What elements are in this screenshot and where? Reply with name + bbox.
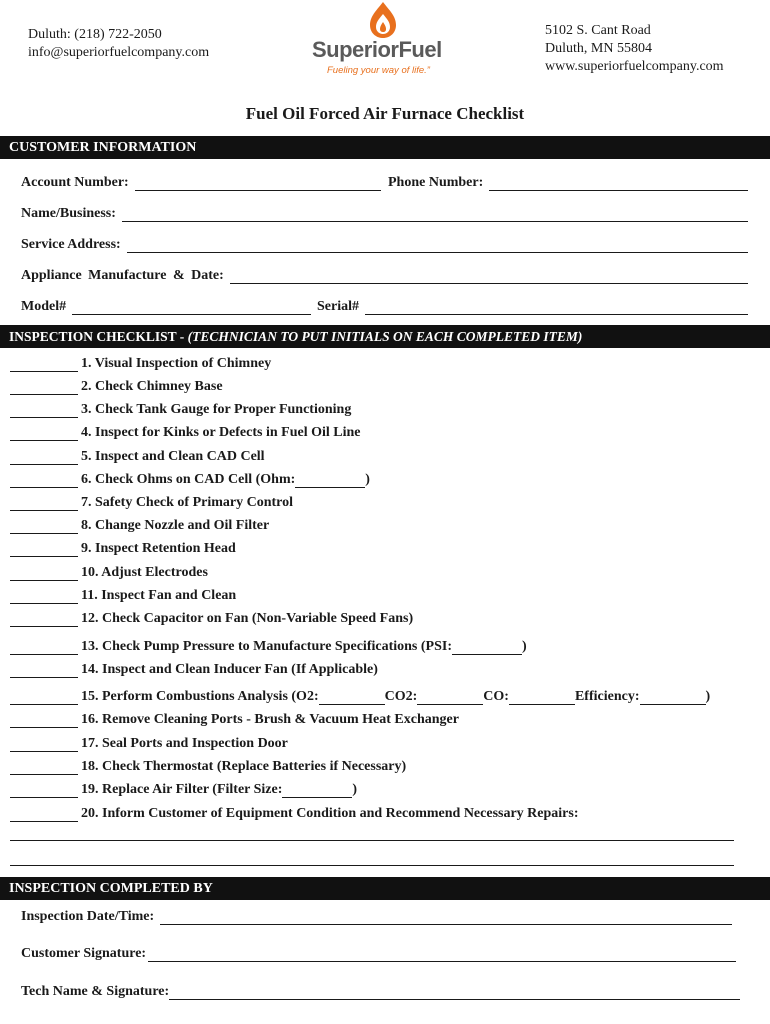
checklist-item-13	[10, 639, 527, 655]
checklist-item-7	[10, 495, 293, 511]
initials-line[interactable]	[10, 519, 78, 534]
initials-line[interactable]	[10, 690, 78, 705]
customer-signature-field[interactable]	[21, 946, 736, 962]
checklist-item-10	[10, 565, 208, 581]
address-info	[545, 22, 724, 76]
checklist-item-11	[10, 588, 236, 604]
checklist-item-1	[10, 356, 271, 372]
tech-signature-label: Tech Name & Signature:	[21, 984, 170, 999]
efficiency-label: Efficiency:	[574, 689, 640, 704]
checklist-item-20	[10, 806, 579, 822]
ohm-value-line[interactable]	[295, 473, 365, 488]
checklist-item-text: 16. Remove Cleaning Ports - Brush & Vacuum Heat Exchanger	[81, 712, 459, 727]
inspection-completed-heading	[0, 877, 770, 900]
checklist-item-text: 9. Inspect Retention Head	[81, 541, 236, 556]
checklist-item-text: 7. Safety Check of Primary Control	[81, 495, 294, 510]
close-paren: )	[352, 782, 358, 797]
initials-line[interactable]	[10, 450, 78, 465]
filter-size-line[interactable]	[282, 783, 352, 798]
inspection-completed-heading-text: INSPECTION COMPLETED BY	[9, 881, 213, 896]
inspection-date-field[interactable]	[21, 909, 732, 925]
co-label: CO:	[483, 689, 509, 704]
checklist-item-text: 3. Check Tank Gauge for Proper Functioning	[81, 402, 352, 417]
checklist-item-3	[10, 402, 351, 418]
account-number-label: Account Number:	[21, 175, 129, 190]
serial-field[interactable]	[317, 299, 748, 315]
close-paren: )	[705, 689, 711, 704]
account-number-field[interactable]	[21, 175, 381, 191]
model-label: Model#	[21, 299, 67, 314]
checklist-item-text: 18. Check Thermostat (Replace Batteries if Necessary)	[81, 759, 407, 774]
checklist-item-text: 15. Perform Combustions Analysis (O2:	[81, 689, 319, 704]
checklist-item-16	[10, 712, 459, 728]
checklist-item-text: 11. Inspect Fan and Clean	[81, 588, 237, 603]
checklist-item-19	[10, 782, 357, 798]
checklist-item-text: 13. Check Pump Pressure to Manufacture Specifications (PSI:	[81, 639, 452, 654]
inspection-checklist-heading	[0, 325, 770, 348]
checklist-item-text: 6. Check Ohms on CAD Cell (Ohm:	[81, 472, 296, 487]
initials-line[interactable]	[10, 380, 78, 395]
tech-signature-field[interactable]	[21, 984, 740, 1000]
serial-line[interactable]	[365, 300, 748, 315]
initials-line[interactable]	[10, 403, 78, 418]
checklist-item-text: 12. Check Capacitor on Fan (Non-Variable Speed Fans)	[81, 611, 414, 626]
inspection-heading-text: INSPECTION CHECKLIST -	[9, 329, 188, 344]
initials-line[interactable]	[10, 713, 78, 728]
checklist-item-2	[10, 379, 223, 395]
initials-line[interactable]	[10, 426, 78, 441]
customer-signature-label: Customer Signature:	[21, 946, 147, 961]
contact-info	[28, 26, 209, 62]
checklist-item-text: 4. Inspect for Kinks or Defects in Fuel Oil Line	[81, 425, 361, 440]
psi-value-line[interactable]	[452, 640, 522, 655]
appliance-field[interactable]	[21, 268, 748, 284]
co-value-line[interactable]	[509, 690, 575, 705]
initials-line[interactable]	[10, 783, 78, 798]
checklist-item-text: 10. Adjust Electrodes	[81, 565, 208, 580]
customer-info-heading-text: CUSTOMER INFORMATION	[9, 140, 197, 155]
checklist-item-9	[10, 541, 236, 557]
checklist-item-text: 14. Inspect and Clean Inducer Fan (If Applicable)	[81, 662, 378, 677]
initials-line[interactable]	[10, 542, 78, 557]
email-text: info@superiorfuelcompany.com	[28, 45, 210, 60]
initials-line[interactable]	[10, 663, 78, 678]
service-address-line[interactable]	[127, 238, 748, 253]
account-number-line[interactable]	[135, 176, 381, 191]
customer-signature-line[interactable]	[148, 947, 736, 962]
logo-tagline: Fueling your way of life.”	[327, 65, 430, 76]
checklist-item-15	[10, 689, 710, 705]
checklist-item-12	[10, 611, 413, 627]
repairs-notes-line-1[interactable]	[10, 840, 734, 841]
efficiency-value-line[interactable]	[640, 690, 706, 705]
serial-label: Serial#	[317, 299, 359, 314]
inspection-date-line[interactable]	[160, 910, 732, 925]
initials-line[interactable]	[10, 496, 78, 511]
initials-line[interactable]	[10, 566, 78, 581]
inspection-date-label: Inspection Date/Time:	[21, 909, 155, 924]
checklist-item-text: 17. Seal Ports and Inspection Door	[81, 736, 288, 751]
o2-value-line[interactable]	[319, 690, 385, 705]
website-text: www.superiorfuelcompany.com	[545, 59, 724, 74]
checklist-item-text: 8. Change Nozzle and Oil Filter	[81, 518, 270, 533]
name-business-field[interactable]	[21, 206, 748, 222]
checklist-item-14	[10, 662, 378, 678]
logo-wordmark: SuperiorFuel	[312, 37, 442, 62]
page-title: Fuel Oil Forced Air Furnace Checklist	[245, 104, 525, 123]
address-line-2: Duluth, MN 55804	[545, 41, 652, 56]
initials-line[interactable]	[10, 589, 78, 604]
customer-info-heading	[0, 136, 770, 159]
model-field[interactable]	[21, 299, 311, 315]
phone-text: Duluth: (218) 722-2050	[28, 27, 162, 42]
checklist-item-text: 5. Inspect and Clean CAD Cell	[81, 449, 265, 464]
flame-icon	[363, 0, 403, 40]
inspection-heading-subtext: (TECHNICIAN TO PUT INITIALS ON EACH COMPLETED ITEM)	[187, 329, 583, 344]
checklist-item-text: 1. Visual Inspection of Chimney	[81, 356, 272, 371]
initials-line[interactable]	[10, 807, 78, 822]
name-business-label: Name/Business:	[21, 206, 116, 221]
appliance-line[interactable]	[230, 269, 748, 284]
repairs-notes-line-2[interactable]	[10, 865, 734, 866]
superior-fuel-logo	[305, 0, 465, 82]
appliance-label: Appliance Manufacture & Date:	[21, 268, 224, 283]
service-address-label: Service Address:	[21, 237, 121, 252]
initials-line[interactable]	[10, 473, 78, 488]
co2-label: CO2:	[384, 689, 418, 704]
tech-signature-line[interactable]	[169, 985, 740, 1000]
service-address-field[interactable]	[21, 237, 748, 253]
checklist-item-text: 2. Check Chimney Base	[81, 379, 223, 394]
checklist-item-5	[10, 449, 265, 465]
model-line[interactable]	[72, 300, 311, 315]
close-paren: )	[365, 472, 370, 487]
initials-line[interactable]	[10, 737, 78, 752]
checklist-item-17	[10, 736, 288, 752]
phone-number-field[interactable]	[388, 175, 748, 191]
checklist-item-text: 20. Inform Customer of Equipment Condition and Recommend Necessary Repairs:	[81, 806, 579, 821]
address-line-1: 5102 S. Cant Road	[545, 23, 651, 38]
checklist-item-text: 19. Replace Air Filter (Filter Size:	[81, 782, 283, 797]
co2-value-line[interactable]	[417, 690, 483, 705]
name-business-line[interactable]	[122, 207, 748, 222]
initials-line[interactable]	[10, 640, 78, 655]
initials-line[interactable]	[10, 612, 78, 627]
phone-number-label: Phone Number:	[388, 175, 484, 190]
checklist-item-8	[10, 518, 269, 534]
checklist-item-18	[10, 759, 406, 775]
phone-number-line[interactable]	[489, 176, 748, 191]
checklist-item-6	[10, 472, 370, 488]
checklist-item-4	[10, 425, 360, 441]
initials-line[interactable]	[10, 760, 78, 775]
close-paren: )	[521, 639, 527, 654]
initials-line[interactable]	[10, 357, 78, 372]
